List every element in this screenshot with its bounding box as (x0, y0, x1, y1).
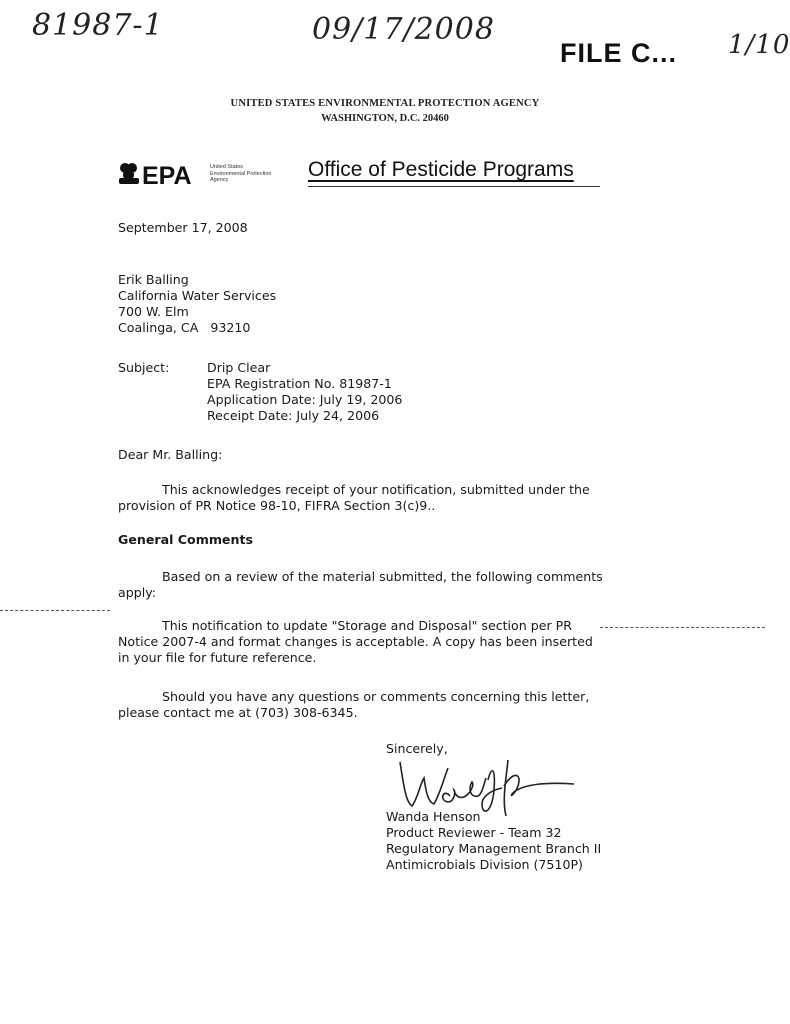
recipient-name: Erik Balling (118, 272, 189, 287)
paragraph-line: This acknowledges receipt of your notification, submitted under the (162, 482, 590, 497)
salutation: Dear Mr. Balling: (118, 447, 223, 462)
signer-branch: Regulatory Management Branch II (386, 841, 602, 856)
signer-name: Wanda Henson (386, 809, 481, 824)
review-paragraph (118, 569, 603, 601)
office-title-rule (308, 186, 600, 187)
paragraph-line: provision of PR Notice 98-10, FIFRA Section 3(c)9.. (118, 498, 436, 513)
logo-subtext-line: Agency (210, 177, 229, 183)
signer-title: Product Reviewer - Team 32 (386, 825, 562, 840)
handwritten-date: 09/17/2008 (312, 12, 495, 47)
subject-product: Drip Clear (207, 360, 271, 375)
subject-details (207, 360, 402, 424)
handwritten-signature (378, 740, 578, 820)
file-copy-stamp: FILE C... (560, 38, 677, 68)
paragraph-line: apply: (118, 585, 156, 600)
paragraph-line: Should you have any questions or comments concerning this letter, (162, 689, 590, 704)
epa-logo-subtext (210, 164, 305, 184)
acknowledgement-paragraph (118, 482, 590, 514)
contact-paragraph (118, 689, 589, 721)
recipient-address (118, 272, 276, 336)
epa-logo-text: EPA (142, 162, 192, 190)
paragraph-line: Based on a review of the material submitted, the following comments (162, 569, 603, 584)
signer-division: Antimicrobials Division (7510P) (386, 857, 583, 872)
recipient-company: California Water Services (118, 288, 277, 303)
scan-dash-mark (0, 610, 110, 612)
logo-subtext-line: United States (210, 164, 244, 170)
logo-subtext-line: Environmental Protection (210, 170, 272, 177)
closing: Sincerely, (386, 741, 448, 756)
subject-receipt-date: Receipt Date: July 24, 2006 (207, 408, 380, 423)
general-comments-heading: General Comments (118, 532, 253, 547)
paragraph-line: in your file for future reference. (118, 650, 317, 665)
recipient-street: 700 W. Elm (118, 304, 189, 319)
handwritten-registration-code: 81987-1 (32, 8, 164, 43)
subject-application-date: Application Date: July 19, 2006 (207, 392, 403, 407)
paragraph-line: This notification to update "Storage and Disposal" section per PR (162, 618, 573, 633)
subject-registration-number: EPA Registration No. 81987-1 (207, 376, 392, 391)
signer-block (386, 809, 601, 873)
subject-label: Subject: (118, 360, 170, 375)
paragraph-line: Notice 2007-4 and format changes is acceptable. A copy has been inserted (118, 634, 593, 649)
office-title: Office of Pesticide Programs (308, 158, 574, 181)
epa-flower-icon (119, 163, 139, 184)
scan-dash-mark (600, 627, 765, 629)
epa-logo (116, 160, 212, 188)
agency-city: WASHINGTON, D.C. 20460 (321, 113, 449, 124)
notification-paragraph (118, 618, 593, 666)
letter-date: September 17, 2008 (118, 220, 248, 235)
recipient-city: Coalinga, CA 93210 (118, 320, 251, 335)
paragraph-line: please contact me at (703) 308-6345. (118, 705, 358, 720)
agency-name: UNITED STATES ENVIRONMENTAL PROTECTION AGENCY (230, 98, 540, 109)
handwritten-page-count: 1/10 (728, 30, 790, 60)
